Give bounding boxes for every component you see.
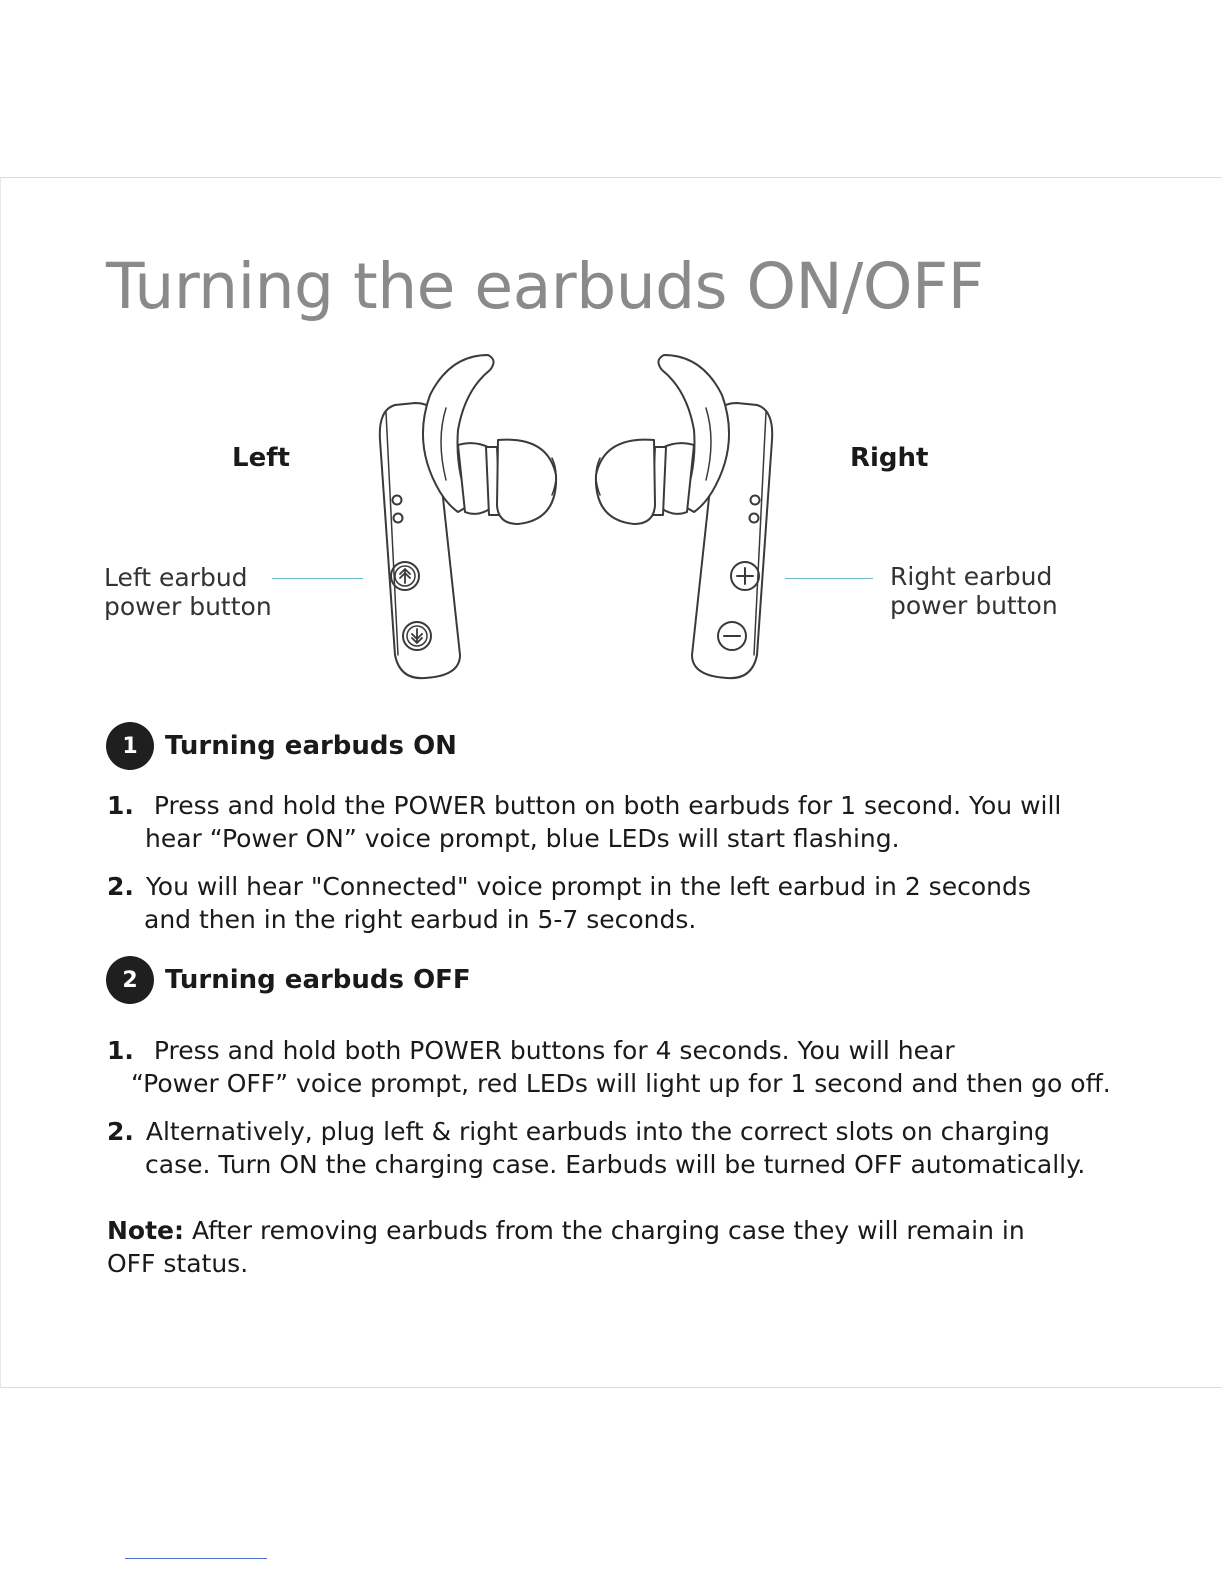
right-callout-line2: power button xyxy=(890,591,1058,620)
step-on-2 xyxy=(107,870,1031,936)
section-title: Turning earbuds ON xyxy=(165,731,457,761)
step-text: You will hear "Connected" voice prompt in the left earbud in 2 seconds xyxy=(145,872,1031,901)
right-callout xyxy=(890,562,1058,620)
step-text: and then in the right earbud in 5-7 seconds. xyxy=(144,905,697,934)
step-number: 2. xyxy=(107,1117,134,1146)
step-badge-2: 2 xyxy=(106,956,154,1004)
left-callout-line2: power button xyxy=(104,592,272,621)
page-title: Turning the earbuds ON/OFF xyxy=(106,250,984,323)
step-number: 1. xyxy=(107,1036,134,1065)
step-text: case. Turn ON the charging case. Earbuds will be turned OFF automatically. xyxy=(145,1150,1086,1179)
section-off-heading xyxy=(106,956,471,1004)
step-text: Alternatively, plug left & right earbuds into the correct slots on charging xyxy=(145,1117,1050,1146)
step-on-1 xyxy=(107,789,1061,855)
footer-link-underline[interactable] xyxy=(125,1558,267,1559)
step-number: 1. xyxy=(107,791,134,820)
left-earbud-drawing xyxy=(380,355,556,678)
step-text: Press and hold both POWER buttons for 4 seconds. You will hear xyxy=(153,1036,955,1065)
step-text: “Power OFF” voice prompt, red LEDs will light up for 1 second and then go off. xyxy=(131,1069,1111,1098)
left-callout xyxy=(104,563,272,621)
earbuds-illustration xyxy=(0,330,1224,700)
section-title: Turning earbuds OFF xyxy=(165,965,471,995)
section-on-heading xyxy=(106,722,457,770)
step-text: Press and hold the POWER button on both earbuds for 1 second. You will xyxy=(153,791,1062,820)
step-off-1 xyxy=(107,1034,1111,1100)
right-callout-line1: Right earbud xyxy=(890,562,1053,591)
note xyxy=(107,1214,1025,1280)
step-badge-1: 1 xyxy=(106,722,154,770)
right-earbud-drawing xyxy=(596,355,772,678)
right-label: Right xyxy=(850,443,929,473)
note-text-line2: OFF status. xyxy=(107,1249,249,1278)
step-number: 2. xyxy=(107,872,134,901)
step-off-2 xyxy=(107,1115,1085,1181)
left-callout-line1: Left earbud xyxy=(104,563,248,592)
left-callout-line xyxy=(272,578,363,579)
left-label: Left xyxy=(232,443,290,473)
note-label: Note: xyxy=(107,1216,185,1245)
note-text: After removing earbuds from the charging case they will remain in xyxy=(191,1216,1025,1245)
step-text: hear “Power ON” voice prompt, blue LEDs will start flashing. xyxy=(145,824,900,853)
right-callout-line xyxy=(785,578,873,579)
